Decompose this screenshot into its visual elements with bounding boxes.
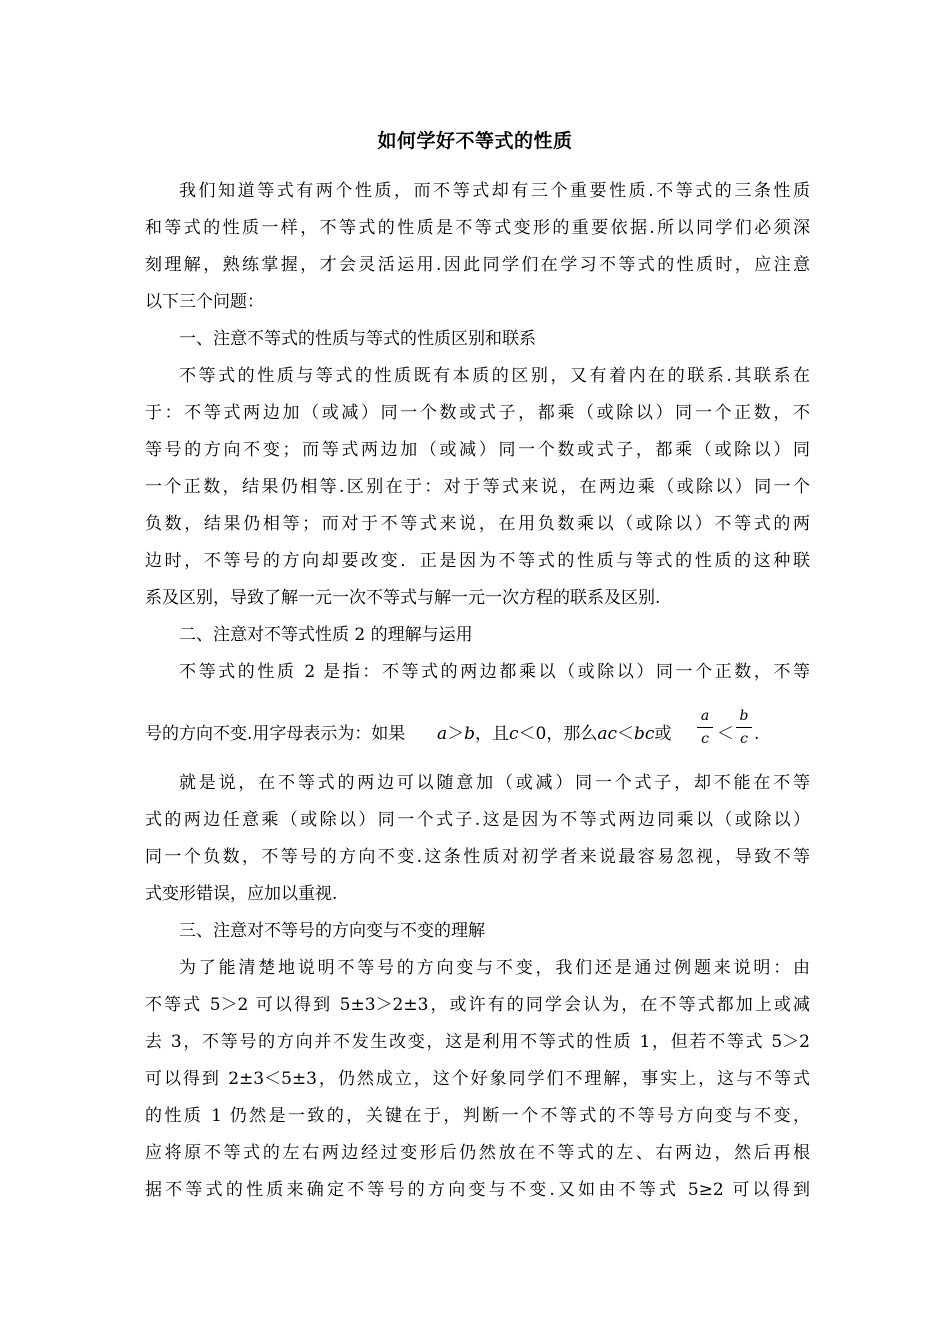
lt-zero-text: ＜0，那么 [518,724,598,744]
paragraph-line: 以下三个问题： [145,292,264,312]
document-title: 如何学好不等式的性质 [377,130,573,152]
paragraph-line: 去 3，不等号的方向并不发生改变，这是利用不等式的性质 1，但若不等式 5＞2 [145,1032,810,1052]
fraction-b-over-c: b c [736,706,752,749]
formula-end: . [754,724,760,744]
var-c: c [509,724,519,744]
var-b: b [464,724,476,744]
paragraph-line: 式的两边任意乘（或除以）同一个式子.这是因为不等式两边同乘以（或除以） [145,810,810,830]
paragraph-line: 负数，结果仍相等；而对于不等式来说，在用负数乘以（或除以）不等式的两 [145,514,810,534]
fraction-a-over-c: a c [697,706,713,749]
formula-line [145,706,815,760]
paragraph-line: 为了能清楚地说明不等号的方向变与不变，我们还是通过例题来说明：由 [179,958,810,978]
lt-sign-2: ＜ [717,724,734,744]
paragraph-line: 边时，不等号的方向却要改变．正是因为不等式的性质与等式的性质的这种联 [145,551,810,571]
paragraph-line: 同一个负数，不等号的方向不变.这条性质对初学者来说最容易忽视，导致不等 [145,847,810,867]
var-ac: ac [597,724,618,744]
paragraph-line: 式变形错误，应加以重视. [145,884,338,904]
paragraph-line: 可以得到 2±3＜5±3，仍然成立，这个好象同学们不理解，事实上，这与不等式 [145,1069,810,1089]
paragraph-line: 刻理解，熟练掌握，才会灵活运用.因此同学们在学习不等式的性质时，应注意 [145,255,810,275]
paragraph-line: 不等式的性质 2 是指：不等式的两边都乘以（或除以）同一个正数，不等 [179,662,810,682]
section-heading-3: 三、注意对不等号的方向变与不变的理解 [179,921,485,941]
paragraph-line: 不等式 5＞2 可以得到 5±3＞2±3，或许有的同学会认为，在不等式都加上或减 [145,995,810,1015]
var-bc: bc [634,724,655,744]
lt-sign: ＜ [617,724,635,744]
section-heading-1: 一、注意不等式的性质与等式的性质区别和联系 [179,329,536,349]
paragraph-line: 一个正数，结果仍相等.区别在于：对于等式来说，在两边乘（或除以）同一个 [145,477,810,497]
paragraph-line: 和等式的性质一样，不等式的性质是不等式变形的重要依据.所以同学们必须深 [145,218,810,238]
paragraph-line: 于：不等式两边加（或减）同一个数或式子，都乘（或除以）同一个正数，不 [145,403,810,423]
and-text: ，且 [475,724,510,744]
or-text: 或 [654,724,672,744]
paragraph-line: 据不等式的性质来确定不等号的方向变与不变.又如由不等式 5≥2 可以得到 [145,1180,810,1200]
paragraph-line: 等号的方向不变；而等式两边加（或减）同一个数或式子，都乘（或除以）同 [145,440,810,460]
paragraph-line: 不等式的性质与等式的性质既有本质的区别，又有着内在的联系.其联系在 [179,366,810,386]
paragraph-line: 就是说，在不等式的两边可以随意加（或减）同一个式子，却不能在不等 [179,773,810,793]
paragraph-line: 应将原不等式的左右两边经过变形后仍然放在不等式的左、右两边，然后再根 [145,1143,810,1163]
paragraph-line: 的性质 1 仍然是一致的，关键在于，判断一个不等式的不等号方向变与不变， [145,1106,810,1126]
var-a: a [437,724,448,744]
paragraph-line: 系及区别，导致了解一元一次不等式与解一元一次方程的联系及区别. [145,588,661,608]
section-heading-2: 二、注意对不等式性质 2 的理解与运用 [179,625,473,645]
paragraph-line: 我们知道等式有两个性质，而不等式却有三个重要性质.不等式的三条性质 [179,181,810,201]
gt-sign: ＞ [447,724,465,744]
formula-prefix: 号的方向不变.用字母表示为：如果 [145,724,406,744]
